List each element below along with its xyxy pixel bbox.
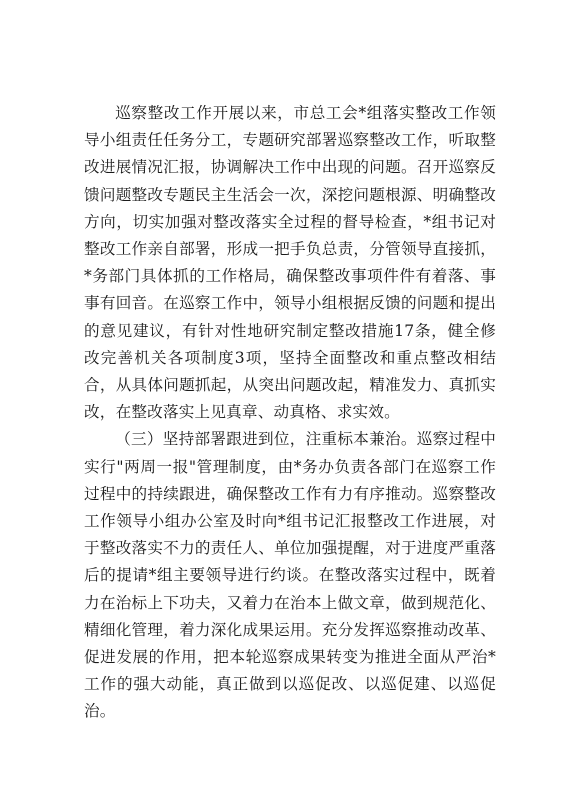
paragraph-deployment-follow-up: （三）坚持部署跟进到位，注重标本兼治。巡察过程中实行"两周一报"管理制度，由*务办负责各部门在巡察工作过程中的持续跟进，确保整改工作有力有序推动。巡察整改工作领导小组办公室及时向*组书记汇报整改工作进展，对于整改落实不力的责任人、单位加强提醒，对于进度严重落后的提请*组主要领导进行约谈。在整改落实过程中，既着力在治标上下功夫，又着力在治本上做文章，做到规范化、精细化管理，着力深化成果运用。充分发挥巡察推动改革、促进发展的作用，把本轮巡察成果转变为推进全面从严治*工作的强大动能，真正做到以巡促改、以巡促建、以巡促治。 (84, 430, 496, 721)
document-body (84, 100, 496, 726)
paragraph-rectification-work: 巡察整改工作开展以来，市总工会*组落实整改工作领导小组责任任务分工，专题研究部署巡察整改工作，听取整改进展情况汇报，协调解决工作中出现的问题。召开巡察反馈问题整改专题民主生活会一次，深挖问题根源、明确整改方向，切实加强对整改落实全过程的督导检查，*组书记对整改工作亲自部署，形成一把手负总责，分管领导直接抓，*务部门具体抓的工作格局，确保整改事项件件有着落、事事有回音。在巡察工作中，领导小组根据反馈的问题和提出的意见建议，有针对性地研究制定整改措施17条，健全修改完善机关各项制度3项，坚持全面整改和重点整改相结合，从具体问题抓起，从突出问题改起，精准发力、真抓实改，在整改落实上见真章、动真格、求实效。 (84, 104, 496, 422)
